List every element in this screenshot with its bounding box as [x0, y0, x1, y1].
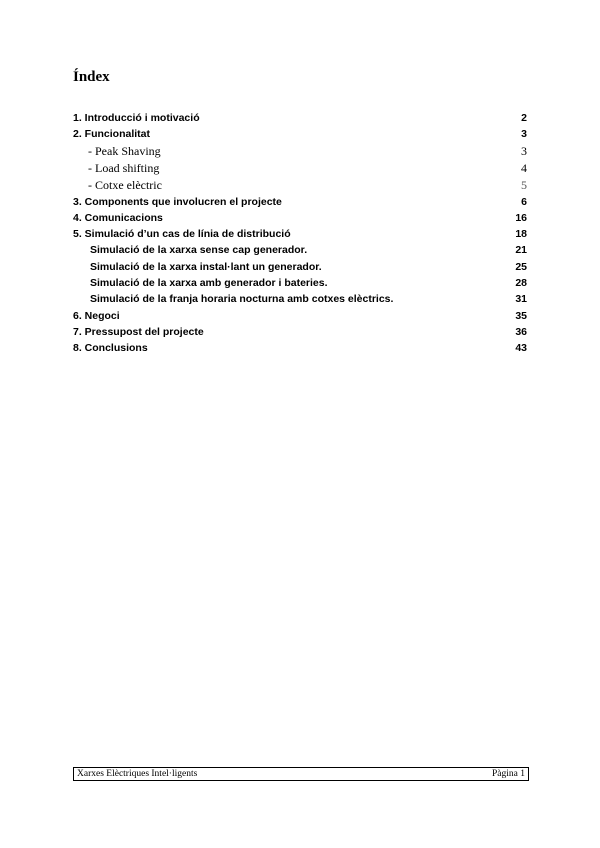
toc-entry-page: 25	[515, 260, 527, 273]
toc-entry-conclusions[interactable]	[73, 340, 527, 356]
toc-entry-simulacio-cas[interactable]	[73, 226, 527, 242]
toc-entry-page: 3	[521, 128, 527, 141]
toc-entry-pressupost[interactable]	[73, 324, 527, 340]
toc-entry-page: 3	[521, 143, 527, 158]
toc-entry-cotxe-electric[interactable]	[73, 177, 527, 194]
toc-entry-label: Simulació de la xarxa sense cap generador.	[90, 244, 308, 257]
toc-entry-label: 1. Introducció i motivació	[73, 112, 200, 124]
toc-entry-sim-sense-generador[interactable]	[73, 242, 527, 258]
toc-entry-page: 5	[521, 177, 527, 192]
toc-entry-page: 4	[521, 160, 527, 175]
toc-entry-label: Simulació de la xarxa instal·lant un generador.	[90, 260, 322, 273]
toc-entry-negoci[interactable]	[73, 308, 527, 324]
toc-entry-page: 28	[515, 277, 527, 290]
toc-entry-page: 21	[515, 244, 527, 257]
toc-entry-label: 8. Conclusions	[73, 342, 148, 355]
page-footer	[73, 767, 529, 781]
toc-entry-label: 5. Simulació d’un cas de línia de distribució	[73, 228, 291, 241]
toc-entry-page: 31	[515, 293, 527, 306]
toc-entry-page: 6	[521, 195, 527, 208]
toc-entry-page: 16	[515, 211, 527, 224]
toc-entry-label: 2. Funcionalitat	[73, 128, 151, 141]
toc-entry-funcionalitat[interactable]	[73, 126, 527, 142]
toc-entry-label: 7. Pressupost del projecte	[73, 325, 204, 338]
toc-entry-introduccio[interactable]	[73, 110, 527, 126]
toc-entry-page: 35	[515, 309, 527, 322]
toc-entry-sim-franja-nocturna[interactable]	[73, 291, 527, 307]
footer-page-number: Pàgina 1	[492, 769, 525, 779]
footer-document-title: Xarxes Elèctriques Intel·ligents	[77, 769, 198, 779]
toc-entry-sim-generador-bateries[interactable]	[73, 275, 527, 291]
toc-entry-label: 6. Negoci	[73, 309, 120, 322]
toc-entry-label: - Peak Shaving	[88, 143, 161, 158]
table-of-contents	[73, 110, 527, 357]
toc-entry-comunicacions[interactable]	[73, 210, 527, 226]
toc-entry-page: 18	[515, 228, 527, 241]
toc-entry-label: - Load shifting	[88, 160, 160, 175]
toc-entry-page: 43	[515, 342, 527, 355]
toc-entry-page: 36	[515, 325, 527, 338]
toc-entry-peak-shaving[interactable]	[73, 143, 527, 160]
page-title: Índex	[73, 69, 110, 85]
toc-entry-load-shifting[interactable]	[73, 160, 527, 177]
toc-entry-components[interactable]	[73, 194, 527, 210]
toc-entry-label: Simulació de la xarxa amb generador i bateries.	[90, 277, 328, 290]
toc-entry-label: 4. Comunicacions	[73, 211, 163, 224]
toc-entry-sim-generador[interactable]	[73, 259, 527, 275]
toc-entry-label: - Cotxe elèctric	[88, 177, 162, 192]
toc-entry-label: Simulació de la franja horaria nocturna amb cotxes elèctrics.	[90, 293, 394, 306]
toc-entry-page: 2	[521, 112, 527, 124]
toc-entry-label: 3. Components que involucren el projecte	[73, 195, 282, 208]
